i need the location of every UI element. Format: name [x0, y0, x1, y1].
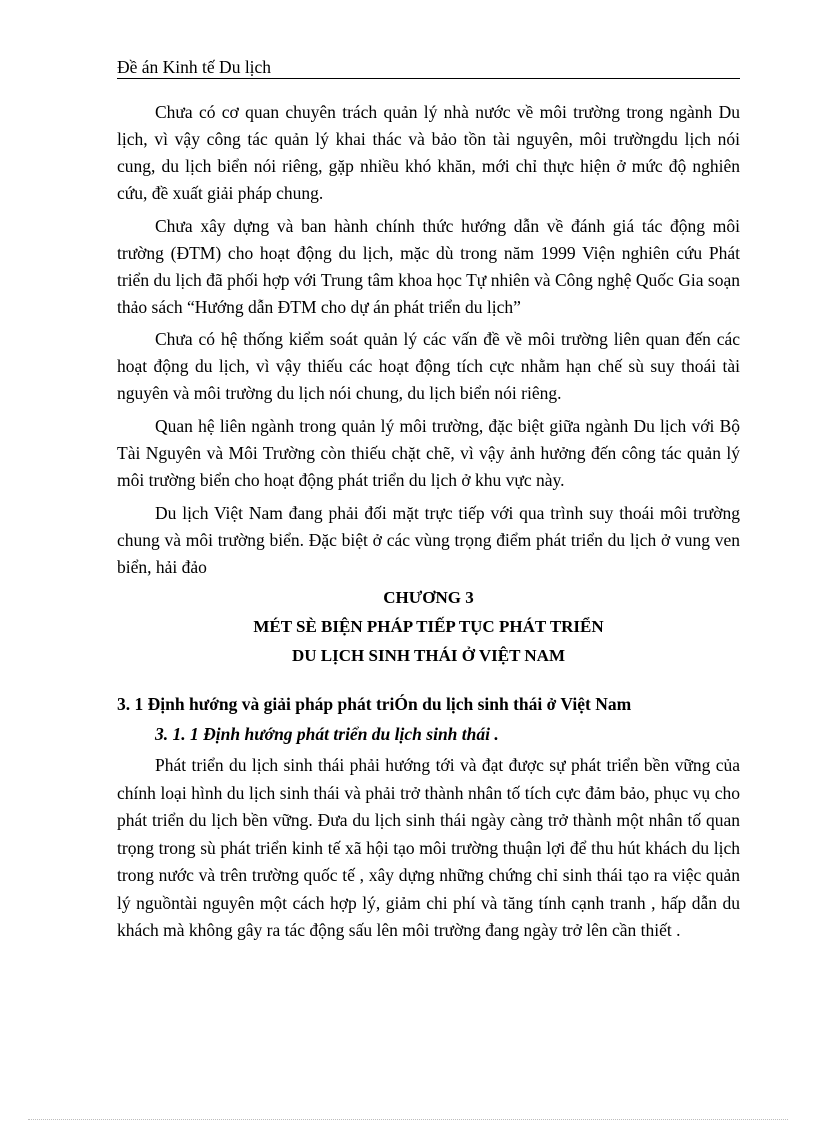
page-header [117, 56, 740, 79]
paragraph: Quan hệ liên ngành trong quản lý môi trường, đặc biệt giữa ngành Du lịch với Bộ Tài Nguyên và Môi Trường còn thiếu chặt chẽ, vì vậy ảnh hưởng đến công tác quản lý môi trường biển cho hoạt động phát triển du lịch ở khu vực này. [117, 416, 740, 490]
chapter-title-line-2: DU LỊCH SINH THÁI Ở VIỆT NAM [291, 646, 565, 665]
paragraph: Du lịch Việt Nam đang phải đối mặt trực tiếp với qua trình suy thoái môi trường chung và môi trường biển. Đặc biệt ở các vùng trọng điểm phát triển du lịch ở vung ven biển, hải đảo [117, 503, 740, 577]
section-heading: 3. 1 Định hướng và giải pháp phát triÓn du lịch sinh thái ở Việt Nam [117, 694, 632, 714]
paragraph: Chưa xây dựng và ban hành chính thức hướng dẫn về đánh giá tác động môi trường (ĐTM) cho hoạt động du lịch, mặc dù trong năm 1999 Viện nghiên cứu Phát triển du lịch đã phối hợp với Trung tâm khoa học Tự nhiên và Công nghệ Quốc Gia soạn thảo sách “Hướng dẫn ĐTM cho dự án phát triển du lịch” [117, 216, 740, 317]
page-bottom-divider [28, 1119, 788, 1120]
paragraph: Chưa có cơ quan chuyên trách quản lý nhà nước về môi trường trong ngành Du lịch, vì vậy công tác quản lý khai thác và bảo tồn tài nguyên, môi trườngdu lịch nói cung, du lịch biển nói riêng, gặp nhiều khó khăn, mới chỉ thực hiện ở mức độ nghiên cứu, đề xuất giải pháp chung. [117, 102, 740, 203]
document-title: Đề án Kinh tế Du lịch [117, 57, 272, 77]
paragraph: Chưa có hệ thống kiểm soát quản lý các vấn đề về môi trường liên quan đến các hoạt động du lịch, vì vậy thiếu các hoạt động tích cực nhằm hạn chế sù suy thoái tài nguyên và môi trường du lịch nói chung, du lịch biển nói riêng. [117, 329, 740, 403]
document-body [117, 99, 740, 945]
paragraph: Phát triển du lịch sinh thái phải hướng tới và đạt được sự phát triển bền vững của chính loại hình du lịch sinh thái và phải trở thành nhân tố tích cực đảm bảo, phục vụ cho phát triển du lịch bền vững. Đưa du lịch sinh thái ngày càng trở thành một nhân tố quan trọng trong sù phát triển kinh tế xã hội tạo môi trường thuận lợi để thu hút khách du lịch trong nước và trên trường quốc tế , xây dựng những chứng chỉ sinh thái tạo ra việc quản lý nguồntài nguyên một cách hợp lý, giảm chi phí và tăng tính cạnh tranh , hấp dẫn du khách mà không gây ra tác động sấu lên môi trường đang ngày trở lên cần thiết . [117, 755, 740, 940]
chapter-number: CHƯƠNG 3 [383, 588, 474, 607]
chapter-title-line-1: MÉT SÈ BIỆN PHÁP TIẾP TỤC PHÁT TRIỂN [253, 617, 604, 636]
subsection-heading: 3. 1. 1 Định hướng phát triển du lịch sinh thái . [155, 724, 499, 744]
